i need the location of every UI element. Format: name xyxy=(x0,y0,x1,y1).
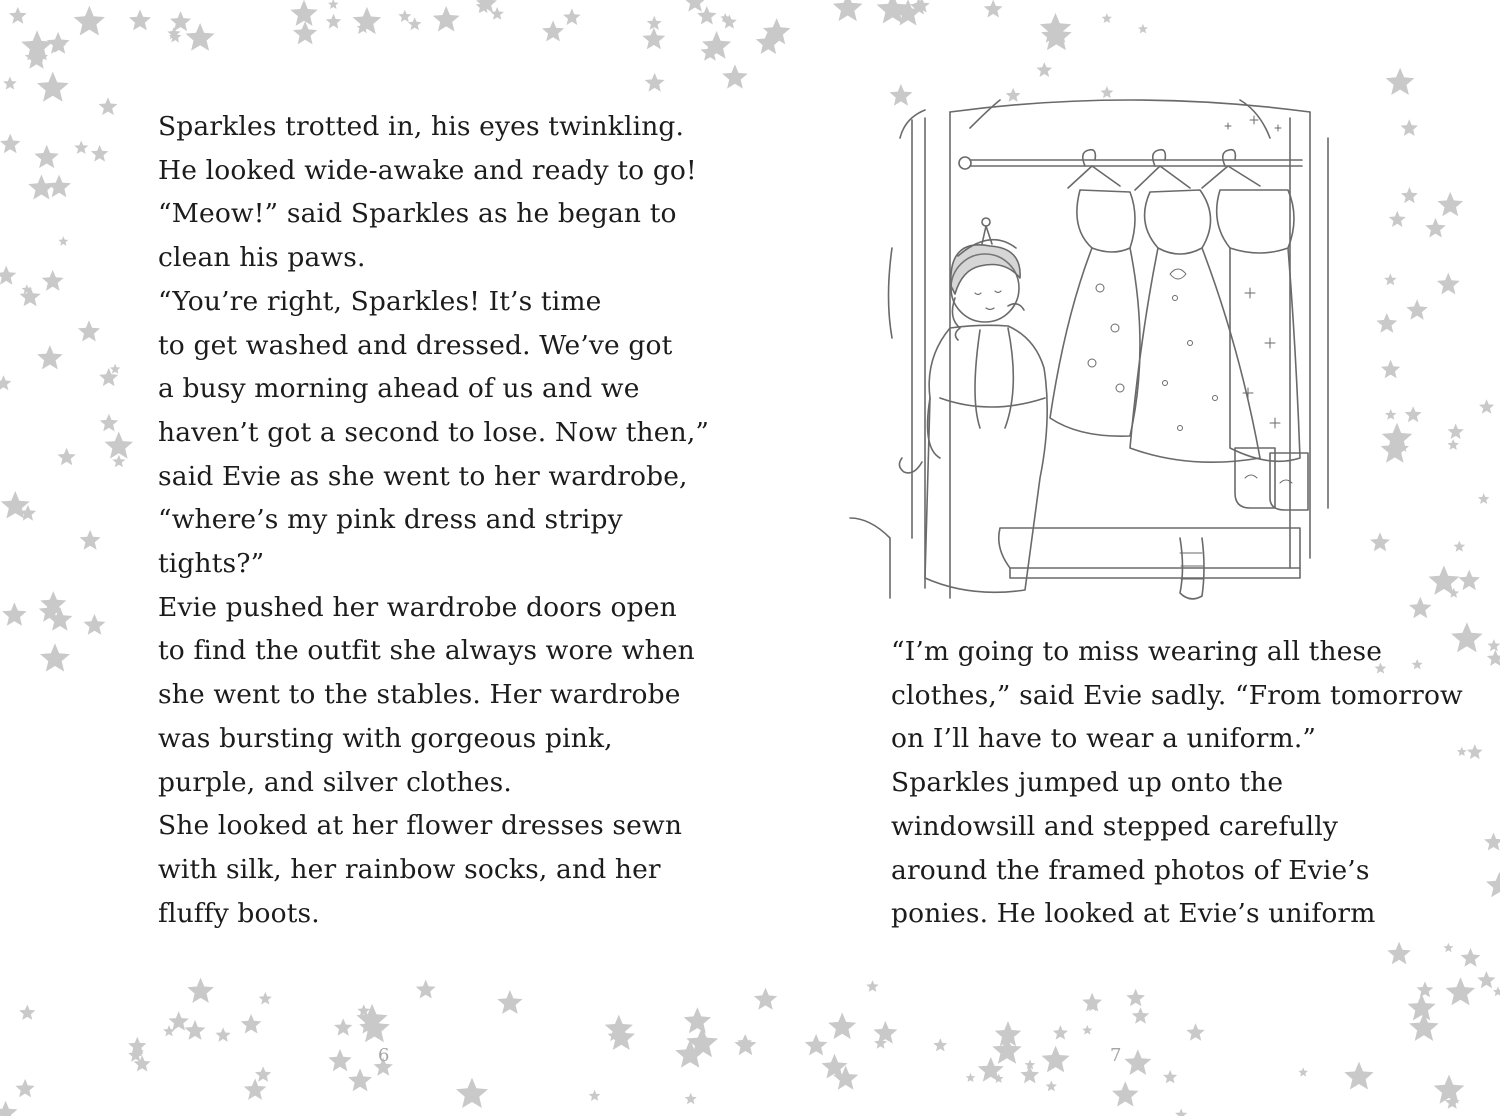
text-line: He looked wide-awake and ready to go! xyxy=(158,154,697,186)
left-page-body-text xyxy=(130,105,710,935)
text-line: Sparkles trotted in, his eyes twinkling. xyxy=(158,111,685,142)
text-line: tights?” xyxy=(158,548,265,580)
page-number-left: 6 xyxy=(378,1045,390,1066)
paragraph xyxy=(130,192,677,279)
text-line: to find the outfit she always wore when xyxy=(158,635,695,667)
paragraph xyxy=(130,586,695,805)
text-line: clothes,” said Evie sadly. “From tomorrow xyxy=(891,679,1463,711)
text-line: “You’re right, Sparkles! It’s time xyxy=(158,285,602,317)
text-line: ponies. He looked at Evie’s uniform xyxy=(891,898,1376,930)
paragraph xyxy=(130,105,697,192)
page-number-right: 7 xyxy=(1110,1045,1122,1066)
text-line: “where’s my pink dress and stripy xyxy=(158,504,623,536)
text-line: was bursting with gorgeous pink, xyxy=(158,722,613,754)
text-line: on I’ll have to wear a uniform.” xyxy=(891,723,1317,755)
text-line: windowsill and stepped carefully xyxy=(891,810,1339,842)
wardrobe-illustration xyxy=(830,98,1370,610)
paragraph xyxy=(130,804,683,935)
text-line: “Meow!” said Sparkles as he began to xyxy=(158,198,677,230)
text-line: Evie pushed her wardrobe doors open xyxy=(158,591,677,623)
text-line: Sparkles jumped up onto the xyxy=(891,767,1284,799)
text-line: a busy morning ahead of us and we xyxy=(158,373,640,405)
text-line: clean his paws. xyxy=(158,242,366,274)
text-line: with silk, her rainbow socks, and her xyxy=(158,853,661,885)
text-line: “I’m going to miss wearing all these xyxy=(891,636,1383,667)
boots xyxy=(1235,448,1308,510)
dress-1 xyxy=(1050,190,1140,436)
right-page-body-text xyxy=(863,630,1463,936)
text-line: fluffy boots. xyxy=(158,897,320,929)
text-line: purple, and silver clothes. xyxy=(158,766,512,798)
dress-2 xyxy=(1130,190,1260,462)
text-line: haven’t got a second to lose. Now then,” xyxy=(158,416,710,448)
paragraph xyxy=(863,761,1393,936)
girl-hair xyxy=(951,245,1020,294)
text-line: She looked at her flower dresses sewn xyxy=(158,810,683,842)
drawer xyxy=(999,528,1300,568)
text-line: to get washed and dressed. We’ve got xyxy=(158,329,673,361)
hanging-rail xyxy=(970,160,1302,166)
text-line: she went to the stables. Her wardrobe xyxy=(158,679,681,711)
text-line: around the framed photos of Evie’s xyxy=(891,854,1370,886)
paragraph xyxy=(863,630,1463,761)
text-line: said Evie as she went to her wardrobe, xyxy=(158,460,688,492)
right-page xyxy=(750,0,1500,1116)
paragraph xyxy=(130,280,710,586)
girl-robe xyxy=(925,325,1047,592)
